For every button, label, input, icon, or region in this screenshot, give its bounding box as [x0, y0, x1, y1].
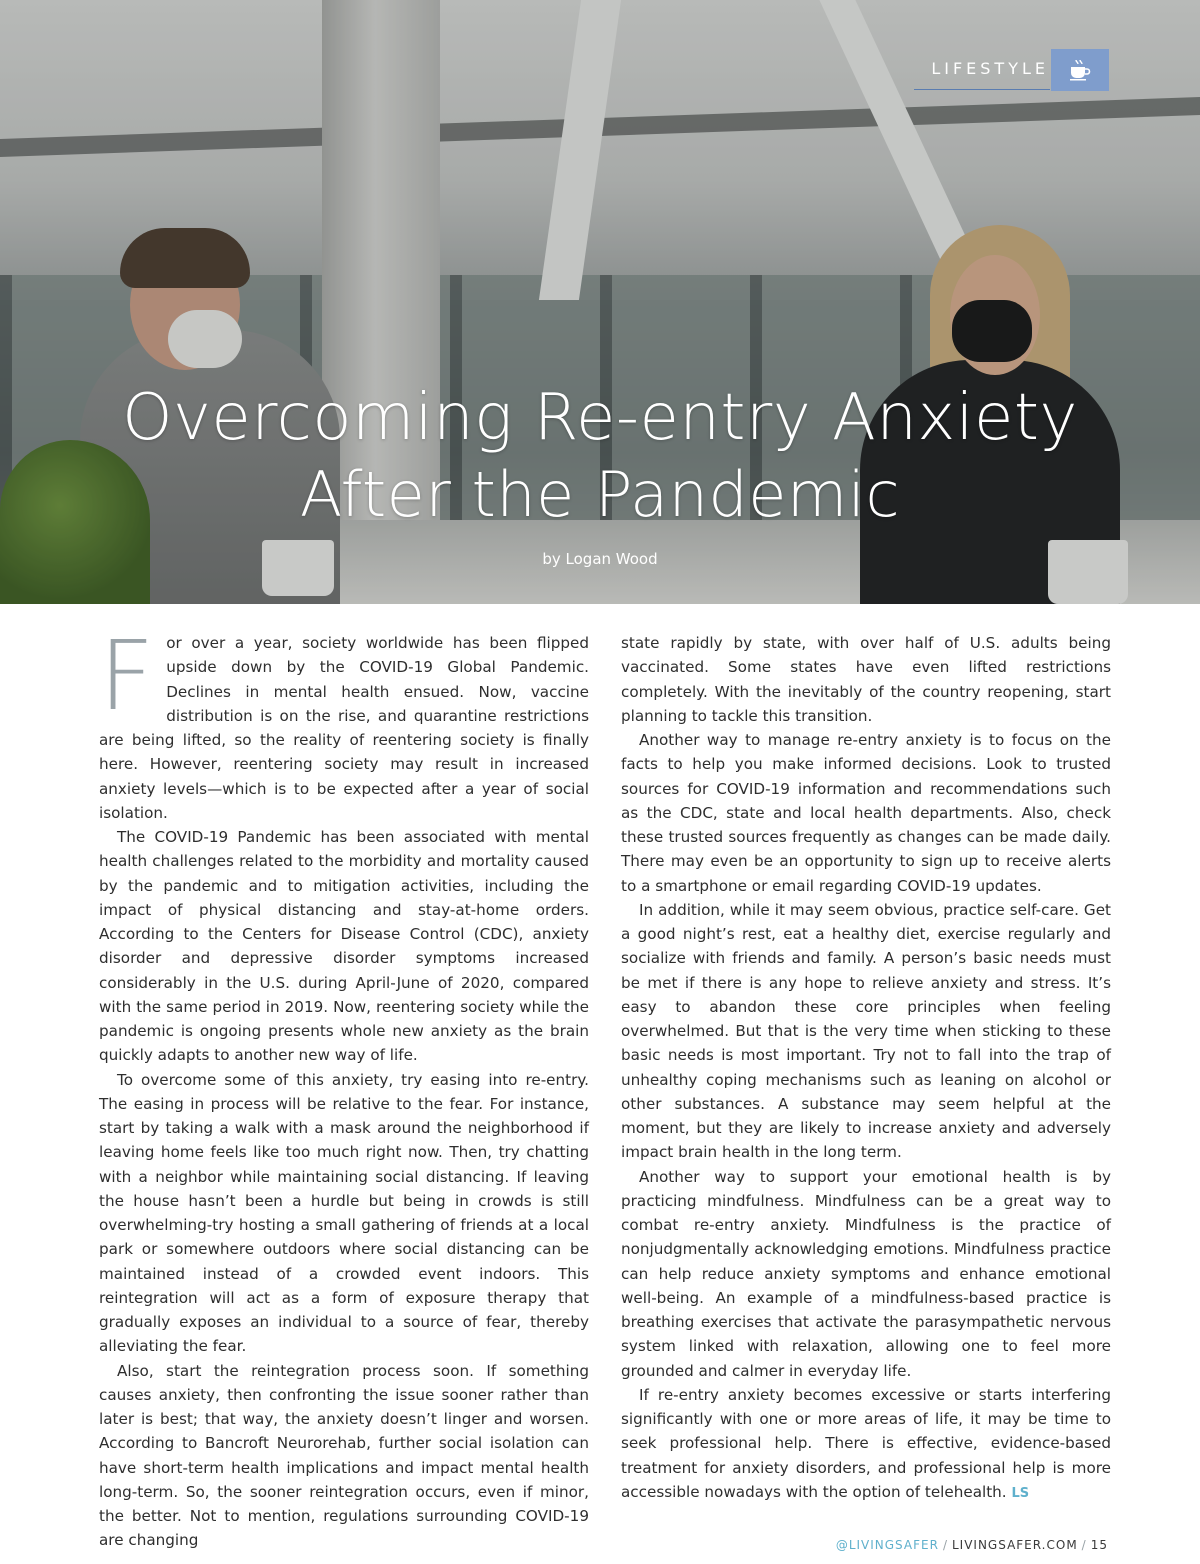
byline: by Logan Wood: [542, 550, 658, 568]
left-column: [99, 620, 589, 1553]
paragraph: Also, start the reintegration process soon. If something causes anxiety, then confronting the issue sooner rather than later is best; that way, the anxiety doesn’t linger and worsen. According to Bancroft Neurorehab, further social isolation can have short-term health implications and impact mental health long-term. So, the sooner reintegration occurs, even if minor, the better. Not to mention, regulations surrounding COVID-19 are changing: [99, 1361, 589, 1550]
footer-separator: /: [1081, 1538, 1087, 1552]
coffee-cup-icon: [1068, 58, 1092, 82]
page-footer: [836, 1538, 1108, 1552]
section-tag-underline: [914, 89, 1050, 90]
article-title-line2: After the Pandemic: [299, 458, 901, 531]
paragraph: state rapidly by state, with over half of U.S. adults being vaccinated. Some states have even lifted restrictions completely. With the inevitably of the country reopening, start planning to tackle this transition.: [621, 634, 1111, 725]
paragraph: Another way to support your emotional health is by practicing mindfulness. Mindfulness can be a great way to combat re-entry anxiety. Mindfulness is the practice of nonjudgmentally acknowledging emotions. Mindfulness practice can help reduce anxiety symptoms and enhance emotional well-being. An example of a mindfulness-based practice is breathing exercises that activate the parasympathetic nervous system linked with relaxation, allowing one to feel more grounded and calmer in everyday life.: [621, 1167, 1111, 1380]
section-tag-label: LIFESTYLE: [931, 59, 1049, 78]
hero-photo: [0, 0, 1200, 604]
paragraph: [621, 1383, 1111, 1506]
end-mark-icon: LS: [1011, 1485, 1030, 1501]
section-tag: [914, 49, 1109, 91]
paragraph: To overcome some of this anxiety, try easing into re-entry. The easing in process will be relative to the fear. For instance, start by taking a walk with a mask around the neighborhood if leaving home feels like too much right now. Then, try chatting with a neighbor while maintaining social distancing. If leaving the house hasn’t been a hurdle but being in crowds is still overwhelming-try hosting a small gathering of friends at a local park or somewhere outdoors where social distancing can be maintained instead of a crowded event indoors. This reintegration will act as a form of exposure therapy that gradually exposes an individual to a source of fear, thereby alleviating the fear.: [99, 1070, 589, 1356]
drop-cap: F: [99, 620, 155, 732]
article-title-line1: Overcoming Re-entry Anxiety: [122, 381, 1078, 455]
paragraph: Another way to manage re-entry anxiety is to focus on the facts to help you make informed decisions. Look to trusted sources for COVID-19 information and recommendations such as the CDC, state and local health departments. Also, check these trusted sources frequently as changes can be made daily. There may even be an opportunity to sign up to receive alerts to a smartphone or email regarding COVID-19 updates.: [621, 731, 1111, 895]
social-handle: @LIVINGSAFER: [835, 1538, 939, 1552]
paragraph-text: or over a year, society worldwide has been flipped upside down by the COVID-19 Global Pandemic. Declines in mental health ensued. Now, vaccine distribution is on the rise, and quarantine restrictions are being lifted, so the reality of reentering society is finally here. However, reentering society may result in increased anxiety levels—which is to be expected after a year of social isolation.: [99, 634, 589, 822]
right-column: [621, 631, 1111, 1506]
paragraph: The COVID-19 Pandemic has been associated with mental health challenges related to the morbidity and mortality caused by the pandemic and to mitigation activities, including the impact of physical distancing and stay-at-home orders. According to the Centers for Disease Control (CDC), anxiety disorder and depressive disorder symptoms increased considerably in the U.S. during April-June of 2020, compared with the same period in 2019. Now, reentering society while the pandemic is ongoing presents whole new anxiety as the brain quickly adapts to another new way of life.: [99, 828, 589, 1065]
page-number: 15: [1090, 1538, 1108, 1552]
footer-separator: /: [942, 1538, 948, 1552]
paragraph: [99, 620, 589, 825]
website: LIVINGSAFER.COM: [951, 1538, 1078, 1552]
section-tag-icon-box: [1051, 49, 1109, 91]
paragraph-text: If re-entry anxiety becomes excessive or starts interfering significantly with one or more areas of life, it may be time to seek professional help. There is effective, evidence-based treatment for anxiety disorders, and professional help is more accessible nowadays with the option of telehealth.: [621, 1385, 1111, 1501]
paragraph: In addition, while it may seem obvious, practice self-care. Get a good night’s rest, eat a healthy diet, exercise regularly and socialize with friends and family. A person’s basic needs must be met if there is any hope to relieve anxiety and stress. It’s easy to abandon these core principles when feeling overwhelmed. But that is the very time when sticking to these basic needs is most important. Try not to fall into the trap of unhealthy coping mechanisms such as leaning on alcohol or other substances. A substance may seem helpful at the moment, but they are likely to increase anxiety and adversely impact brain health in the long term.: [621, 900, 1111, 1162]
